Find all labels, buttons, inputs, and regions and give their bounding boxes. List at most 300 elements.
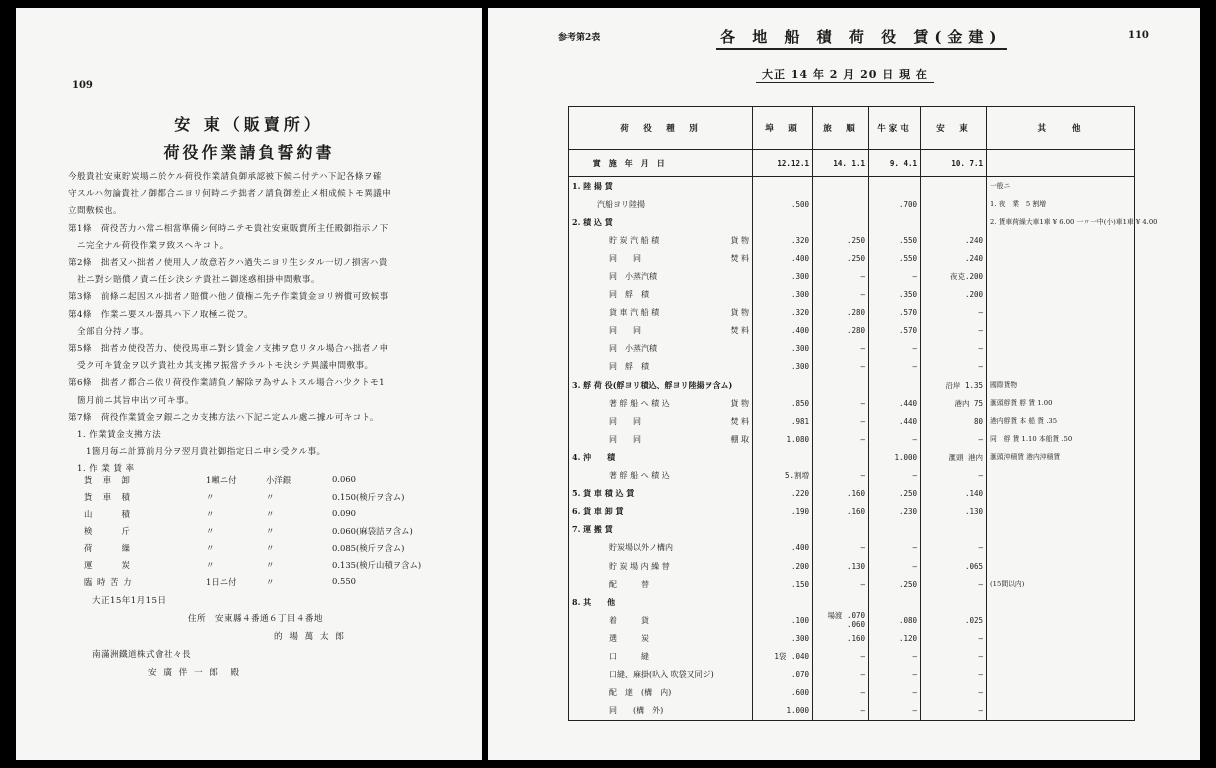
rate-cell	[869, 376, 921, 394]
row-sublabel: 貨 物	[689, 394, 753, 412]
tariff-currency: 〃	[266, 543, 275, 553]
tariff-rate: 0.090	[332, 508, 356, 518]
row-label: 口 縫	[569, 647, 689, 665]
table-row	[569, 394, 1135, 412]
rate-cell: .550	[869, 249, 921, 267]
left-page-subtitle: 荷役作業請負誓約書	[163, 143, 335, 162]
note-cell	[987, 267, 1135, 285]
table-row	[569, 647, 1135, 665]
table-row	[569, 376, 1135, 394]
rate-cell	[869, 213, 921, 231]
contract-line: 第7條 荷役作業賃金ヲ銀ニ之カ支拂方法ハ下記ニ定ムル處ニ據ル可キコト。	[68, 412, 379, 423]
rate-cell: —	[813, 430, 869, 448]
rate-cell: .600	[753, 684, 813, 702]
table-row	[569, 684, 1135, 702]
row-label: 7. 運 搬 賃	[569, 521, 689, 539]
row-label: 著 艀 船 へ 積 込	[569, 467, 689, 485]
rate-cell: .400	[753, 322, 813, 340]
note-cell: (15間以内)	[987, 575, 1135, 593]
row-sublabel	[689, 195, 753, 213]
tariff-item: 臨 時 苦 力	[84, 577, 133, 587]
table-row	[569, 322, 1135, 340]
rate-cell: .120	[869, 629, 921, 647]
reference-label: 参考第2表	[558, 33, 601, 43]
rate-cell: —	[921, 684, 987, 702]
row-sublabel	[689, 539, 753, 557]
rate-cell: .130	[921, 503, 987, 521]
note-cell	[987, 593, 1135, 611]
row-label: 貯炭場以外ノ構内	[569, 539, 689, 557]
rate-cell: 14. 1.1	[813, 150, 869, 177]
rate-cell: .300	[753, 629, 813, 647]
rate-cell: .300	[753, 340, 813, 358]
rate-cell: 沿岸 1.35	[921, 376, 987, 394]
rate-cell: .700	[869, 195, 921, 213]
row-sublabel	[689, 629, 753, 647]
row-sublabel	[689, 593, 753, 611]
rate-cell: .320	[753, 231, 813, 249]
rate-cell: —	[921, 467, 987, 485]
contract-line: 第2條 拙者又ハ拙者ノ使用人ノ故意若クハ過失ニヨリ生シタル一切ノ損害ハ貴	[68, 258, 388, 268]
note-cell: 2. 貨車荷繰大車1車 ¥ 6.00 一〃一中(小)車1車 ¥ 4.00	[987, 213, 1135, 231]
header-antung: 安 東	[921, 107, 987, 150]
note-cell: 港内艀貨 本 船 貨 .35	[987, 412, 1135, 430]
row-label: 同 同	[569, 430, 689, 448]
row-sublabel: 焚 料	[689, 249, 753, 267]
rate-cell: .250	[813, 231, 869, 249]
rate-cell: .140	[921, 485, 987, 503]
row-label: 配 替	[569, 575, 689, 593]
tariff-item: 運 炭	[84, 560, 131, 570]
row-sublabel	[689, 557, 753, 575]
row-label: 3. 艀 荷 役(艀ヨリ積込、艀ヨリ陸揚ヲ含ム)	[569, 376, 753, 394]
rate-cell: .230	[869, 503, 921, 521]
note-cell	[987, 557, 1135, 575]
rate-cell: .250	[869, 485, 921, 503]
rate-cell: —	[813, 539, 869, 557]
rate-cell: 1.080	[753, 430, 813, 448]
table-row	[569, 304, 1135, 322]
rate-cell	[753, 177, 813, 196]
note-cell: 滙頭艀貨 艀 賃 1.00	[987, 394, 1135, 412]
rate-cell: —	[813, 412, 869, 430]
row-sublabel	[689, 702, 753, 721]
rate-cell: —	[921, 539, 987, 557]
rate-cell: .250	[869, 575, 921, 593]
row-label: 同 小蒸汽積	[569, 340, 689, 358]
table-row	[569, 358, 1135, 376]
rate-cell: —	[813, 702, 869, 721]
rate-cell: —	[869, 557, 921, 575]
note-cell	[987, 611, 1135, 629]
table-row	[569, 611, 1135, 629]
note-cell	[987, 521, 1135, 539]
row-sublabel: 貨 物	[689, 304, 753, 322]
rate-cell: .300	[753, 286, 813, 304]
row-sublabel	[689, 177, 753, 196]
rate-cell: —	[869, 467, 921, 485]
contract-line: 全部自分持ノ事。	[68, 326, 149, 337]
note-cell: 同 艀 賃 1.10 本船貨 .50	[987, 430, 1135, 448]
rate-cell: 5.割増	[753, 467, 813, 485]
row-sublabel: 貨 物	[689, 231, 753, 249]
rate-cell: .100	[753, 611, 813, 629]
rate-cell: .220	[753, 485, 813, 503]
rate-cell	[753, 376, 813, 394]
rate-cell: .280	[813, 304, 869, 322]
contract-line: 第6條 拙者ノ都合ニ依リ荷役作業請負ノ解除ヲ為サムトスル場合ハ少クトモ1	[68, 378, 386, 389]
table-row	[569, 195, 1135, 213]
table-row	[569, 575, 1135, 593]
row-sublabel	[689, 575, 753, 593]
note-cell	[987, 322, 1135, 340]
rate-cell: .350	[869, 286, 921, 304]
rate-cell: .981	[753, 412, 813, 430]
tariff-unit: 1噸ニ付	[206, 475, 237, 485]
rate-cell: —	[813, 394, 869, 412]
table-row	[569, 430, 1135, 448]
row-label: 口縫、麻掛(叺入 吹袋又同ジ)	[569, 666, 689, 684]
rate-cell: —	[921, 629, 987, 647]
note-cell	[987, 304, 1135, 322]
tariff-item: 検 斤	[84, 526, 131, 536]
company-name: 南滿洲鐵道株式會社々長	[92, 650, 191, 660]
rate-cell: .065	[921, 557, 987, 575]
row-label: 著 艀 船 へ 積 込	[569, 394, 689, 412]
rate-cell: —	[813, 684, 869, 702]
row-sublabel	[689, 448, 753, 466]
note-cell	[987, 666, 1135, 684]
tariff-item: 貨 車 卸	[84, 475, 131, 485]
rate-cell: .240	[921, 231, 987, 249]
right-page	[488, 8, 1200, 760]
addressee: 安 廣 伴 一 郎 殿	[148, 668, 242, 678]
table-row	[569, 213, 1135, 231]
rate-cell: —	[813, 267, 869, 285]
signer-name: 的 場 萬 太 郎	[274, 632, 346, 642]
rate-cell: 夜克.200	[921, 267, 987, 285]
tariff-unit: 〃	[206, 560, 215, 570]
table-row	[569, 267, 1135, 285]
rate-cell: —	[869, 539, 921, 557]
table-row	[569, 467, 1135, 485]
rate-cell: —	[869, 340, 921, 358]
row-label: 同 艀 積	[569, 358, 689, 376]
rate-cell: —	[813, 340, 869, 358]
rate-cell	[869, 521, 921, 539]
left-page-title: 安 東（販賣所）	[174, 115, 324, 134]
rate-cell: —	[869, 267, 921, 285]
header-gyukaton: 牛家屯	[869, 107, 921, 150]
tariff-unit: 〃	[206, 492, 215, 502]
table-row	[569, 702, 1135, 721]
rate-cell: 12.12.1	[753, 150, 813, 177]
note-cell	[987, 647, 1135, 665]
row-label: 配 達 (構 内)	[569, 684, 689, 702]
row-label: 貯 炭 汽 船 積	[569, 231, 689, 249]
contract-line: 箇月前ニ其旨申出ツ可キ事。	[68, 395, 194, 406]
rate-cell: —	[813, 647, 869, 665]
rate-cell: —	[921, 575, 987, 593]
rate-cell: .300	[753, 358, 813, 376]
header-ryojun: 旅 順	[813, 107, 869, 150]
left-page-number: 109	[72, 80, 93, 91]
tariff-unit: 〃	[206, 543, 215, 553]
note-cell	[987, 467, 1135, 485]
rate-cell: —	[921, 358, 987, 376]
row-label: 2. 積 込 賃	[569, 213, 689, 231]
rate-cell: .200	[921, 286, 987, 304]
note-cell	[987, 503, 1135, 521]
tariff-unit: 〃	[206, 526, 215, 536]
note-cell	[987, 684, 1135, 702]
rate-cell: .570	[869, 304, 921, 322]
row-label: 5. 貨 車 積 込 賃	[569, 485, 689, 503]
note-cell	[987, 340, 1135, 358]
table-row	[569, 503, 1135, 521]
row-sublabel	[689, 286, 753, 304]
rate-cell: —	[813, 286, 869, 304]
row-label: 着 貨	[569, 611, 689, 629]
note-cell	[987, 150, 1135, 177]
contract-line: 1箇月毎ニ計算前月分ヲ翌月貴社御指定日ニ申シ受クル事。	[68, 447, 326, 458]
note-cell	[987, 485, 1135, 503]
rate-cell: .400	[753, 249, 813, 267]
row-label: 貯 炭 場 内 繰 替	[569, 557, 689, 575]
row-label: 6. 貨 車 卸 賃	[569, 503, 689, 521]
as-of-date: 大正 14 年 2 月 20 日 現 在	[756, 66, 934, 83]
rate-cell: .320	[753, 304, 813, 322]
note-cell	[987, 286, 1135, 304]
rate-cell: —	[813, 575, 869, 593]
rate-cell	[869, 177, 921, 196]
rate-cell: —	[921, 430, 987, 448]
row-sublabel	[689, 611, 753, 629]
table-row	[569, 231, 1135, 249]
rate-cell	[869, 593, 921, 611]
right-page-title: 各 地 船 積 荷 役 賃(金建)	[716, 26, 1007, 50]
row-label: 4. 沖 積	[569, 448, 689, 466]
contract-line: 1. 作業賃金支拂方法	[68, 430, 162, 440]
tariff-item: 貨 車 積	[84, 492, 131, 502]
rate-cell: —	[869, 666, 921, 684]
note-cell: 滙頭沖積賃 港内沖積賃	[987, 448, 1135, 466]
tariff-currency: 小洋銀	[266, 475, 292, 485]
tariff-rate: 0.150(検斤ヲ含ム)	[332, 492, 405, 502]
tariff-item: 山 積	[84, 509, 131, 519]
rate-cell: 港内 75	[921, 394, 987, 412]
row-label: 選 炭	[569, 629, 689, 647]
rate-cell: .190	[753, 503, 813, 521]
rate-cell: .200	[753, 557, 813, 575]
note-cell	[987, 358, 1135, 376]
rate-cell	[813, 376, 869, 394]
row-sublabel: 焚 料	[689, 322, 753, 340]
rate-cell: —	[869, 684, 921, 702]
rate-cell	[813, 448, 869, 466]
rate-cell: —	[921, 340, 987, 358]
rate-cell: .400	[753, 539, 813, 557]
rate-cell: —	[921, 666, 987, 684]
rate-cell: .440	[869, 412, 921, 430]
note-cell: 一般ニ	[987, 177, 1135, 196]
rate-cell: 場渡 .070 .060	[813, 611, 869, 629]
rate-cell: —	[869, 430, 921, 448]
row-sublabel	[689, 485, 753, 503]
rate-cell: .300	[753, 267, 813, 285]
contract-line: 第4條 作業ニ要スル器具ハ下ノ取極ニ從フ。	[68, 309, 254, 320]
contract-line: 第3條 前條ニ起因スル拙者ノ賠償ハ他ノ債権ニ先チ作業賃金ヨリ辨償可致候事	[68, 292, 389, 303]
rate-cell: .280	[813, 322, 869, 340]
rate-cell: 9. 4.1	[869, 150, 921, 177]
note-cell	[987, 629, 1135, 647]
rate-cell	[753, 213, 813, 231]
table-row	[569, 177, 1135, 196]
row-sublabel	[689, 647, 753, 665]
rate-cell	[813, 521, 869, 539]
rate-cell: 滙頭 港内	[921, 448, 987, 466]
tariff-currency: 〃	[266, 526, 275, 536]
header-item: 荷 役 種 別	[569, 107, 753, 150]
rate-cell: —	[921, 304, 987, 322]
rate-cell: .570	[869, 322, 921, 340]
rate-cell: 80	[921, 412, 987, 430]
rate-cell	[813, 195, 869, 213]
row-label: 同 艀 積	[569, 286, 689, 304]
rate-cell	[753, 521, 813, 539]
rate-cell: —	[869, 702, 921, 721]
row-sublabel	[689, 467, 753, 485]
contract-line: 1. 作 業 賃 率	[68, 464, 135, 475]
rate-cell: .550	[869, 231, 921, 249]
rate-cell: —	[813, 358, 869, 376]
table-row	[569, 412, 1135, 430]
rate-cell	[753, 448, 813, 466]
table-row	[569, 521, 1135, 539]
contract-line: 守スルハ勿論貴社ノ御都合ニヨリ何時ニテ拙者ノ請負御差止メ相成候トモ異議申	[68, 189, 392, 200]
contract-date: 大正15年1月15日	[92, 596, 167, 606]
rate-cell: —	[813, 467, 869, 485]
table-row	[569, 485, 1135, 503]
table-row	[569, 629, 1135, 647]
contract-line: ニ完全ナル荷役作業ヲ致スヘキコト。	[68, 240, 229, 251]
contract-line: 立間敷候也。	[68, 206, 122, 217]
rate-cell: .240	[921, 249, 987, 267]
contract-line: 第5條 拙者カ使役苦力、使役馬車ニ對シ賃金ノ支拂ヲ怠リタル場合ハ拙者ノ申	[68, 344, 389, 354]
row-sublabel	[689, 503, 753, 521]
note-cell: 國際貨物	[987, 376, 1135, 394]
rate-cell	[921, 593, 987, 611]
tariff-item: 荷 繰	[84, 543, 131, 553]
rate-cell: .150	[753, 575, 813, 593]
row-sublabel	[689, 267, 753, 285]
row-label: 同 小蒸汽積	[569, 267, 689, 285]
rate-cell	[753, 593, 813, 611]
tariff-currency: 〃	[266, 560, 275, 570]
row-sublabel	[689, 150, 753, 177]
row-label: 1. 陸 揚 賃	[569, 177, 689, 196]
contract-line: 今般貴社安東貯炭場ニ於ケル荷役作業請負御承認被下候ニ付テハ下記各條ヲ確	[68, 172, 382, 182]
rate-cell: .025	[921, 611, 987, 629]
row-sublabel	[689, 358, 753, 376]
row-sublabel	[689, 684, 753, 702]
rate-cell: —	[813, 666, 869, 684]
rate-cell	[813, 593, 869, 611]
header-other: 其 他	[987, 107, 1135, 150]
table-row	[569, 557, 1135, 575]
contract-line: 社ニ對シ賠償ノ責ニ任シ決シテ貴社ニ御迷惑相掛申間敷事。	[68, 275, 320, 286]
tariff-rate: 0.060(麻袋詰ヲ含ム)	[332, 526, 413, 536]
table-row	[569, 448, 1135, 466]
rate-cell: .160	[813, 503, 869, 521]
rate-cell: —	[869, 358, 921, 376]
rate-cell: 1.000	[753, 702, 813, 721]
table-row	[569, 539, 1135, 557]
tariff-currency: 〃	[266, 577, 275, 587]
rates-table	[568, 106, 1158, 721]
rate-cell: —	[869, 647, 921, 665]
rate-cell	[921, 213, 987, 231]
tariff-unit: 〃	[206, 509, 215, 519]
note-cell: 1. 夜 業 5 割増	[987, 195, 1135, 213]
table-row	[569, 666, 1135, 684]
note-cell	[987, 539, 1135, 557]
rate-cell: —	[921, 322, 987, 340]
row-sublabel	[689, 213, 753, 231]
rate-cell	[921, 177, 987, 196]
row-label: 實 施 年 月 日	[569, 150, 689, 177]
tariff-rate: 0.550	[332, 576, 356, 586]
rate-cell	[921, 521, 987, 539]
right-page-number: 110	[1128, 30, 1149, 41]
table-row	[569, 249, 1135, 267]
row-label: 同 同	[569, 322, 689, 340]
tariff-currency: 〃	[266, 492, 275, 502]
rate-cell: 10. 7.1	[921, 150, 987, 177]
rate-cell: .160	[813, 629, 869, 647]
row-sublabel	[689, 340, 753, 358]
rate-cell: —	[921, 702, 987, 721]
rate-cell	[813, 213, 869, 231]
left-page	[16, 8, 482, 760]
rate-cell: .070	[753, 666, 813, 684]
rate-cell: .130	[813, 557, 869, 575]
tariff-rate: 0.135(検斤山積ヲ含ム)	[332, 560, 422, 570]
row-label: 同 (構 外)	[569, 702, 689, 721]
row-label: 同 同	[569, 412, 689, 430]
row-label: 8. 其 他	[569, 593, 689, 611]
rate-cell: 1.000	[869, 448, 921, 466]
contract-line: 第1條 荷役苦力ハ常ニ相當準備シ何時ニテモ貴社安東販賣所主任殿御指示ノ下	[68, 223, 389, 234]
rate-cell: .080	[869, 611, 921, 629]
tariff-currency: 〃	[266, 509, 275, 519]
row-sublabel	[689, 521, 753, 539]
rate-cell: .850	[753, 394, 813, 412]
rate-cell	[813, 177, 869, 196]
rate-cell: .440	[869, 394, 921, 412]
tariff-rate: 0.085(検斤ヲ含ム)	[332, 543, 405, 553]
row-label: 同 同	[569, 249, 689, 267]
table-header-row	[569, 107, 1135, 150]
table-row	[569, 150, 1135, 177]
row-label: 汽船ヨリ陸揚	[569, 195, 689, 213]
tariff-rate: 0.060	[332, 474, 356, 484]
row-label: 貨 車 汽 船 積	[569, 304, 689, 322]
signer-address: 住所 安東縣４番通６丁目４番地	[188, 614, 323, 624]
table-row	[569, 286, 1135, 304]
header-pier: 埠 頭	[753, 107, 813, 150]
row-sublabel: 焚 料	[689, 412, 753, 430]
